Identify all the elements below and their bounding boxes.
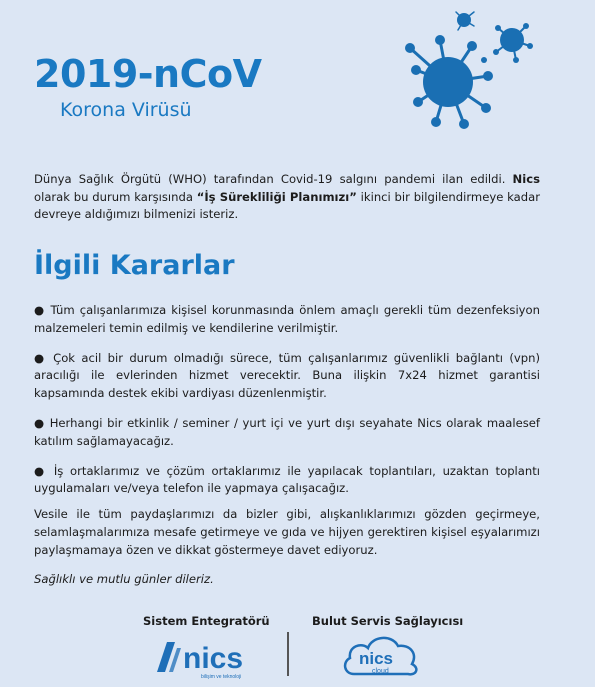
closing-line: Sağlıklı ve mutlu günler dileriz. bbox=[34, 572, 214, 586]
cloud-provider-label: Bulut Servis Sağlayıcısı bbox=[312, 614, 464, 628]
coronavirus-icon bbox=[380, 0, 595, 150]
intro-text-1: Dünya Sağlık Örgütü (WHO) tarafından Covid-19 salgını pandemi ilan edildi. bbox=[34, 172, 513, 186]
system-integrator-label: Sistem Entegratörü bbox=[143, 614, 270, 628]
nics-logo bbox=[155, 636, 251, 680]
intro-paragraph bbox=[34, 171, 540, 224]
list-item: ● Tüm çalışanlarımıza kişisel korunmasında önlem amaçlı gerekli tüm dezenfeksiyon malzemeleri temin edilmiş ve kendilerine verilmiştir. bbox=[34, 303, 540, 335]
nics-cloud-logo-text: nics bbox=[359, 649, 394, 668]
list-item: ● Çok acil bir durum olmadığı sürece, tüm çalışanlarımız güvenlikli bağlantı (vpn) aracılığı ile evlerinden hizmet verecektir. Buna ilişkin 7x24 hizmet garantisi kapsamında destek ekibi vardiyası düzenlenmiştir. bbox=[34, 350, 540, 401]
intro-brand: Nics bbox=[512, 172, 540, 186]
intro-plan: “İş Sürekliliği Planımızı” bbox=[196, 189, 357, 204]
section-heading: İlgili Kararlar bbox=[34, 250, 235, 281]
nics-cloud-logo bbox=[340, 632, 422, 682]
intro-text-3: ikinci bir bilgilendirmeye kadar devreye aldığımızı bilmenizi isteriz. bbox=[34, 189, 540, 221]
nics-logo-tagline: bilişim ve teknoloji bbox=[201, 674, 242, 680]
decisions-list bbox=[34, 302, 540, 510]
list-item: ● İş ortaklarımız ve çözüm ortaklarımız ile yapılacak toplantıları, uzaktan toplantı uygulamaları ve/veya telefon ile yapmaya çalışacağız. bbox=[34, 463, 540, 496]
intro-text-2: olarak bu durum karşısında bbox=[34, 189, 197, 204]
page-subtitle: Korona Virüsü bbox=[60, 99, 192, 121]
nics-logo-text: nics bbox=[183, 642, 244, 675]
footer-divider bbox=[287, 632, 289, 676]
page-title: 2019-nCoV bbox=[34, 52, 262, 96]
outro-paragraph: Vesile ile tüm paydaşlarımızı da bizler gibi, alışkanlıklarımızı gözden geçirmeye, selamlaşmalarımıza mesafe getirmeye ve gıda ve hijyen gerektiren kişisel eşyalarımızı paylaşmamaya özen ve dikkat göstermeye davet ediyoruz. bbox=[34, 507, 540, 557]
nics-cloud-logo-sub: cloud bbox=[372, 668, 389, 675]
list-item: ● Herhangi bir etkinlik / seminer / yurt içi ve yurt dışı seyahate Nics olarak maalesef katılım sağlamayacağız. bbox=[34, 415, 540, 448]
